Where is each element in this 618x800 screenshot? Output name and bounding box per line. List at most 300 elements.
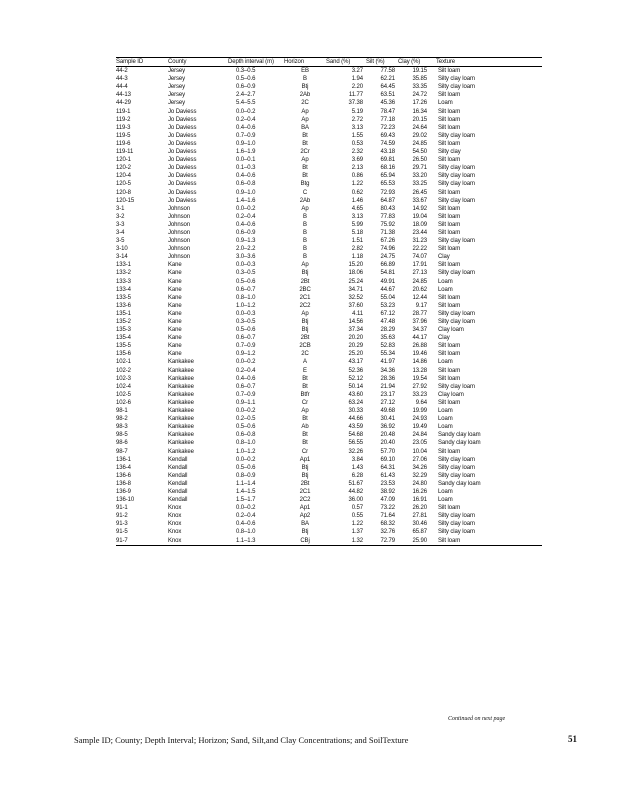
cell-depth: 0.6–0.8 bbox=[236, 432, 256, 439]
table-row bbox=[116, 213, 542, 221]
cell-silt: 74.59 bbox=[380, 140, 395, 147]
cell-sample-id: 91-1 bbox=[116, 505, 128, 512]
cell-texture: Silty clay loam bbox=[438, 132, 475, 139]
cell-county: Kane bbox=[168, 343, 182, 350]
cell-texture: Loam bbox=[438, 424, 453, 431]
table-row bbox=[116, 423, 542, 431]
cell-texture: Silty clay loam bbox=[438, 165, 475, 172]
table-row bbox=[116, 67, 542, 76]
cell-county: Jo Daviess bbox=[168, 140, 197, 147]
cell-clay: 25.90 bbox=[412, 537, 427, 544]
cell-horizon: Btj bbox=[301, 84, 309, 91]
cell-sample-id: 120-1 bbox=[116, 157, 131, 164]
cell-sand: 20.29 bbox=[348, 343, 363, 350]
cell-horizon: BA bbox=[301, 124, 309, 131]
cell-county: Kane bbox=[168, 319, 182, 325]
cell-sand: 1.46 bbox=[351, 197, 363, 204]
cell-sample-id: 3-3 bbox=[116, 221, 125, 228]
cell-texture: Silt loam bbox=[438, 262, 461, 269]
cell-texture: Sandy clay loam bbox=[438, 432, 481, 439]
cell-sample-id: 120-2 bbox=[116, 165, 131, 172]
header-texture: Texture bbox=[436, 59, 455, 65]
cell-sand: 4.11 bbox=[352, 310, 363, 317]
cell-horizon: Btj bbox=[301, 472, 309, 479]
cell-sample-id: 135-1 bbox=[116, 310, 131, 317]
cell-silt: 77.18 bbox=[380, 116, 395, 123]
cell-county: Kane bbox=[168, 262, 182, 269]
cell-horizon: Bt bbox=[302, 383, 308, 390]
cell-county: Kane bbox=[168, 286, 182, 293]
cell-depth: 1.4–1.5 bbox=[236, 488, 256, 495]
cell-silt: 77.83 bbox=[380, 213, 395, 220]
cell-texture: Silty clay loam bbox=[438, 513, 475, 520]
cell-county: Kankakee bbox=[168, 359, 194, 366]
cell-clay: 27.13 bbox=[412, 270, 427, 277]
cell-silt: 72.93 bbox=[380, 189, 395, 196]
cell-depth: 0.7–0.9 bbox=[236, 391, 256, 398]
cell-clay: 31.23 bbox=[412, 238, 427, 245]
cell-horizon: B bbox=[303, 254, 307, 261]
cell-sand: 36.00 bbox=[348, 497, 363, 504]
cell-texture: Silt loam bbox=[438, 302, 461, 309]
page-number: 51 bbox=[568, 734, 577, 744]
cell-sample-id: 135-5 bbox=[116, 343, 131, 350]
cell-county: Kane bbox=[168, 335, 182, 342]
cell-county: Jo Daviess bbox=[168, 173, 197, 180]
cell-sand: 0.86 bbox=[351, 173, 363, 180]
cell-clay: 26.50 bbox=[412, 157, 427, 164]
cell-texture: Silty clay loam bbox=[438, 310, 475, 317]
cell-clay: 27.81 bbox=[412, 513, 427, 520]
cell-sample-id: 133-3 bbox=[116, 278, 131, 285]
cell-sample-id: 102-4 bbox=[116, 383, 131, 390]
cell-texture: Silty clay loam bbox=[438, 238, 475, 245]
cell-depth: 0.0–0.2 bbox=[236, 205, 256, 212]
cell-sand: 30.33 bbox=[348, 408, 363, 415]
cell-horizon: Bt bbox=[302, 416, 308, 423]
cell-texture: Silt loam bbox=[438, 294, 461, 301]
header-clay: Clay (%) bbox=[398, 59, 421, 65]
cell-texture: Loam bbox=[438, 100, 453, 107]
cell-clay: 33.67 bbox=[412, 197, 427, 204]
table-row bbox=[116, 480, 542, 488]
table-row bbox=[116, 278, 542, 286]
cell-sand: 63.24 bbox=[348, 399, 363, 406]
cell-depth: 0.3–0.5 bbox=[236, 270, 256, 277]
cell-clay: 28.77 bbox=[412, 310, 427, 317]
cell-silt: 65.94 bbox=[380, 173, 395, 180]
cell-horizon: Btfr bbox=[300, 391, 310, 398]
cell-silt: 65.53 bbox=[380, 181, 395, 188]
cell-horizon: Ap bbox=[301, 157, 309, 164]
cell-silt: 69.43 bbox=[380, 132, 395, 139]
cell-sand: 2.72 bbox=[351, 116, 363, 123]
header-sand: Sand (%) bbox=[326, 59, 351, 65]
cell-texture: Silty clay loam bbox=[438, 319, 475, 325]
table-row bbox=[116, 108, 542, 116]
cell-sand: 1.43 bbox=[351, 464, 363, 471]
cell-depth: 0.5–0.6 bbox=[236, 278, 256, 285]
cell-county: Johnson bbox=[168, 205, 190, 212]
cell-county: Johnson bbox=[168, 221, 190, 228]
cell-clay: 26.45 bbox=[412, 189, 427, 196]
table-row bbox=[116, 269, 542, 277]
cell-clay: 10.04 bbox=[412, 448, 427, 455]
cell-clay: 33.25 bbox=[412, 181, 427, 188]
cell-silt: 47.48 bbox=[380, 319, 395, 325]
cell-sample-id: 136-10 bbox=[116, 497, 135, 504]
cell-texture: Sandy clay loam bbox=[438, 440, 481, 447]
cell-sand: 2.13 bbox=[351, 165, 363, 172]
cell-clay: 22.22 bbox=[412, 246, 427, 253]
cell-sample-id: 119-6 bbox=[116, 140, 131, 147]
cell-county: Johnson bbox=[168, 213, 190, 220]
cell-texture: Silty clay loam bbox=[438, 270, 475, 277]
cell-horizon: Ap bbox=[301, 205, 309, 212]
cell-clay: 14.92 bbox=[412, 205, 427, 212]
cell-silt: 23.17 bbox=[380, 391, 395, 398]
header-depth: Depth interval (m) bbox=[228, 59, 274, 65]
cell-texture: Silt loam bbox=[438, 399, 461, 406]
cell-horizon: B bbox=[303, 246, 307, 253]
cell-sample-id: 3-5 bbox=[116, 238, 125, 245]
cell-horizon: A bbox=[303, 359, 307, 366]
cell-clay: 33.35 bbox=[412, 84, 427, 91]
cell-texture: Silt loam bbox=[438, 505, 461, 512]
cell-sample-id: 102-5 bbox=[116, 391, 131, 398]
cell-depth: 0.2–0.4 bbox=[236, 213, 256, 220]
cell-horizon: 2Bt bbox=[300, 335, 310, 342]
cell-depth: 0.6–0.7 bbox=[236, 286, 256, 293]
cell-county: Jersey bbox=[168, 100, 186, 107]
cell-depth: 0.2–0.4 bbox=[236, 116, 256, 123]
cell-clay: 17.26 bbox=[412, 100, 427, 107]
cell-horizon: E bbox=[303, 367, 307, 374]
cell-sand: 1.51 bbox=[351, 238, 363, 245]
cell-horizon: 2C bbox=[301, 100, 309, 107]
cell-county: Kankakee bbox=[168, 391, 194, 398]
cell-depth: 0.0–0.3 bbox=[236, 262, 256, 269]
cell-silt: 52.83 bbox=[380, 343, 395, 350]
cell-silt: 64.45 bbox=[380, 84, 395, 91]
cell-depth: 0.8–1.0 bbox=[236, 294, 256, 301]
cell-horizon: B bbox=[303, 221, 307, 228]
cell-sample-id: 120-5 bbox=[116, 181, 131, 188]
cell-horizon: Ap bbox=[301, 116, 309, 123]
cell-sample-id: 3-2 bbox=[116, 213, 125, 220]
cell-depth: 0.6–0.7 bbox=[236, 335, 256, 342]
cell-texture: Sandy clay loam bbox=[438, 480, 481, 487]
cell-clay: 44.17 bbox=[412, 335, 427, 342]
cell-clay: 19.54 bbox=[412, 375, 427, 382]
cell-horizon: Btj bbox=[301, 327, 309, 334]
cell-clay: 29.71 bbox=[412, 165, 427, 172]
cell-sample-id: 133-2 bbox=[116, 270, 131, 277]
table-body bbox=[116, 67, 542, 546]
cell-county: Kankakee bbox=[168, 440, 194, 447]
cell-clay: 24.64 bbox=[412, 124, 427, 131]
cell-silt: 80.43 bbox=[380, 205, 395, 212]
cell-silt: 49.91 bbox=[380, 278, 395, 285]
cell-clay: 16.34 bbox=[412, 108, 427, 115]
cell-depth: 0.6–0.9 bbox=[236, 84, 256, 91]
cell-texture: Silty clay loam bbox=[438, 173, 475, 180]
cell-texture: Clay bbox=[438, 254, 450, 261]
cell-depth: 0.5–0.6 bbox=[236, 464, 256, 471]
cell-texture: Silt loam bbox=[438, 92, 461, 99]
cell-horizon: Btj bbox=[301, 319, 309, 325]
table-row bbox=[116, 496, 542, 504]
cell-county: Kane bbox=[168, 270, 182, 277]
cell-clay: 33.23 bbox=[412, 391, 427, 398]
cell-depth: 0.4–0.6 bbox=[236, 375, 256, 382]
cell-sample-id: 119-3 bbox=[116, 124, 131, 131]
cell-county: Jersey bbox=[168, 84, 186, 91]
cell-county: Kankakee bbox=[168, 399, 194, 406]
table-row bbox=[116, 294, 542, 302]
cell-silt: 38.92 bbox=[380, 488, 395, 495]
cell-sample-id: 3-1 bbox=[116, 205, 125, 212]
cell-silt: 68.32 bbox=[380, 521, 395, 528]
cell-sample-id: 119-2 bbox=[116, 116, 131, 123]
cell-sand: 0.53 bbox=[351, 140, 363, 147]
cell-sample-id: 91-2 bbox=[116, 513, 128, 520]
cell-texture: Loam bbox=[438, 416, 453, 423]
cell-sample-id: 91-5 bbox=[116, 529, 128, 536]
cell-county: Kankakee bbox=[168, 367, 194, 374]
cell-silt: 67.12 bbox=[380, 310, 395, 317]
cell-silt: 49.68 bbox=[380, 408, 395, 415]
cell-depth: 0.3–0.5 bbox=[236, 319, 256, 325]
cell-depth: 0.4–0.6 bbox=[236, 521, 256, 528]
cell-sand: 6.28 bbox=[351, 472, 363, 479]
cell-sand: 43.17 bbox=[348, 359, 363, 366]
cell-texture: Clay loam bbox=[438, 327, 464, 334]
cell-county: Knox bbox=[168, 537, 182, 544]
table-row bbox=[116, 399, 542, 407]
cell-clay: 19.99 bbox=[412, 408, 427, 415]
cell-county: Johnson bbox=[168, 246, 190, 253]
cell-sand: 37.38 bbox=[348, 100, 363, 107]
cell-silt: 77.58 bbox=[380, 68, 395, 75]
cell-clay: 35.85 bbox=[412, 76, 427, 83]
header-horizon: Horizon bbox=[284, 59, 304, 65]
cell-county: Jo Daviess bbox=[168, 197, 197, 204]
cell-clay: 9.64 bbox=[415, 399, 427, 406]
cell-sand: 2.20 bbox=[351, 84, 363, 91]
cell-sand: 52.36 bbox=[348, 367, 363, 374]
cell-silt: 45.36 bbox=[380, 100, 395, 107]
table-row bbox=[116, 302, 542, 310]
cell-horizon: Bt bbox=[302, 173, 308, 180]
cell-sample-id: 135-2 bbox=[116, 319, 131, 325]
cell-clay: 24.84 bbox=[412, 432, 427, 439]
cell-sand: 1.18 bbox=[351, 254, 363, 261]
cell-sample-id: 91-7 bbox=[116, 537, 128, 544]
cell-texture: Silty clay loam bbox=[438, 84, 475, 91]
cell-depth: 0.1–0.3 bbox=[236, 165, 256, 172]
cell-horizon: 2C1 bbox=[299, 488, 311, 495]
cell-texture: Silt loam bbox=[438, 124, 461, 131]
cell-sand: 3.69 bbox=[351, 157, 363, 164]
table-row bbox=[116, 156, 542, 164]
table-row bbox=[116, 99, 542, 107]
cell-texture: Silty clay loam bbox=[438, 472, 475, 479]
cell-sand: 2.32 bbox=[351, 149, 363, 156]
table-row bbox=[116, 367, 542, 375]
table-row bbox=[116, 334, 542, 342]
cell-silt: 69.81 bbox=[380, 157, 395, 164]
cell-sand: 1.32 bbox=[351, 537, 363, 544]
header-county: County bbox=[168, 59, 187, 65]
cell-county: Johnson bbox=[168, 254, 190, 261]
cell-texture: Silt loam bbox=[438, 221, 461, 228]
cell-sand: 32.26 bbox=[348, 448, 363, 455]
cell-depth: 0.8–1.0 bbox=[236, 440, 256, 447]
cell-clay: 17.91 bbox=[412, 262, 427, 269]
cell-clay: 9.17 bbox=[415, 302, 427, 309]
cell-sand: 3.13 bbox=[351, 124, 363, 131]
cell-silt: 20.40 bbox=[380, 440, 395, 447]
cell-texture: Silt loam bbox=[438, 229, 461, 236]
cell-sand: 11.77 bbox=[348, 92, 363, 99]
cell-depth: 2.0–2.2 bbox=[236, 246, 256, 253]
cell-sample-id: 3-4 bbox=[116, 229, 125, 236]
table-row bbox=[116, 286, 542, 294]
cell-county: Kane bbox=[168, 294, 182, 301]
cell-sample-id: 98-6 bbox=[116, 440, 128, 447]
table-row bbox=[116, 472, 542, 480]
page-caption: Sample ID; County; Depth Interval; Horizon; Sand, Silt,and Clay Concentrations; and SoilTexture bbox=[74, 735, 409, 745]
cell-sample-id: 119-11 bbox=[116, 149, 134, 156]
cell-depth: 0.9–1.1 bbox=[236, 399, 256, 406]
cell-sand: 37.34 bbox=[348, 327, 363, 334]
cell-texture: Silt loam bbox=[438, 448, 461, 455]
cell-clay: 24.72 bbox=[412, 92, 427, 99]
cell-sand: 15.20 bbox=[348, 262, 363, 269]
cell-texture: Silt loam bbox=[438, 189, 461, 196]
cell-silt: 28.36 bbox=[380, 375, 395, 382]
table-row bbox=[116, 172, 542, 180]
cell-depth: 2.4–2.7 bbox=[236, 92, 256, 99]
table-row bbox=[116, 140, 542, 148]
cell-silt: 72.79 bbox=[380, 537, 395, 544]
cell-silt: 23.53 bbox=[380, 480, 395, 487]
cell-silt: 71.38 bbox=[380, 229, 395, 236]
cell-texture: Silt loam bbox=[438, 375, 461, 382]
cell-sand: 25.24 bbox=[348, 278, 363, 285]
cell-sand: 1.22 bbox=[351, 521, 363, 528]
cell-depth: 0.6–0.9 bbox=[236, 229, 256, 236]
cell-depth: 0.4–0.6 bbox=[236, 124, 256, 131]
cell-county: Kane bbox=[168, 351, 182, 358]
cell-clay: 33.20 bbox=[412, 173, 427, 180]
cell-texture: Silt loam bbox=[438, 246, 461, 253]
cell-county: Johnson bbox=[168, 238, 190, 245]
table-row bbox=[116, 318, 542, 326]
cell-horizon: 2Ab bbox=[299, 92, 311, 99]
cell-clay: 20.62 bbox=[412, 286, 427, 293]
cell-clay: 29.02 bbox=[412, 132, 427, 139]
cell-county: Kankakee bbox=[168, 448, 194, 455]
cell-depth: 0.2–0.4 bbox=[236, 367, 256, 374]
cell-sample-id: 98-2 bbox=[116, 416, 128, 423]
cell-sample-id: 98-1 bbox=[116, 408, 128, 415]
table-row bbox=[116, 358, 542, 366]
cell-sand: 51.67 bbox=[348, 480, 363, 487]
cell-silt: 34.36 bbox=[380, 367, 395, 374]
cell-sample-id: 135-4 bbox=[116, 335, 131, 342]
cell-sample-id: 102-3 bbox=[116, 375, 131, 382]
table-row bbox=[116, 383, 542, 391]
cell-depth: 0.0–0.2 bbox=[236, 505, 256, 512]
cell-horizon: BA bbox=[301, 521, 309, 528]
table-row bbox=[116, 116, 542, 124]
cell-clay: 14.86 bbox=[412, 359, 427, 366]
cell-depth: 0.7–0.9 bbox=[236, 343, 256, 350]
cell-county: Johnson bbox=[168, 229, 190, 236]
cell-texture: Clay loam bbox=[438, 391, 464, 398]
table-row bbox=[116, 164, 542, 172]
cell-sample-id: 44-2 bbox=[116, 68, 128, 75]
cell-horizon: B bbox=[303, 238, 307, 245]
cell-silt: 67.26 bbox=[380, 238, 395, 245]
cell-county: Kane bbox=[168, 310, 182, 317]
cell-county: Kankakee bbox=[168, 432, 194, 439]
cell-texture: Loam bbox=[438, 278, 453, 285]
cell-texture: Silty clay loam bbox=[438, 197, 475, 204]
cell-silt: 74.96 bbox=[380, 246, 395, 253]
cell-horizon: 2Cr bbox=[300, 149, 310, 156]
cell-texture: Silty clay loam bbox=[438, 464, 475, 471]
cell-texture: Silt loam bbox=[438, 108, 461, 115]
cell-county: Kankakee bbox=[168, 408, 194, 415]
cell-sand: 5.18 bbox=[351, 229, 363, 236]
cell-sample-id: 119-1 bbox=[116, 108, 131, 115]
table-row bbox=[116, 375, 542, 383]
cell-sample-id: 3-10 bbox=[116, 246, 128, 253]
table-header-row bbox=[116, 58, 542, 67]
table-row bbox=[116, 75, 542, 83]
cell-silt: 75.92 bbox=[380, 221, 395, 228]
table-row bbox=[116, 83, 542, 91]
cell-clay: 30.46 bbox=[412, 521, 427, 528]
header-sample-id: Sample ID bbox=[116, 59, 144, 65]
cell-silt: 73.22 bbox=[380, 505, 395, 512]
cell-depth: 1.1–1.3 bbox=[236, 537, 256, 544]
cell-silt: 35.63 bbox=[380, 335, 395, 342]
cell-horizon: Ap1 bbox=[299, 505, 311, 512]
cell-sand: 0.55 bbox=[351, 513, 363, 520]
cell-horizon: 2Ab bbox=[299, 197, 311, 204]
cell-county: Kankakee bbox=[168, 375, 194, 382]
cell-silt: 55.04 bbox=[380, 294, 395, 301]
cell-clay: 13.28 bbox=[412, 367, 427, 374]
cell-clay: 34.26 bbox=[412, 464, 427, 471]
cell-clay: 54.50 bbox=[412, 149, 427, 156]
cell-sample-id: 135-6 bbox=[116, 351, 131, 358]
cell-texture: Loam bbox=[438, 488, 453, 495]
cell-depth: 0.0–0.2 bbox=[236, 108, 256, 115]
cell-texture: Silty clay loam bbox=[438, 529, 475, 536]
cell-county: Kendall bbox=[168, 497, 188, 504]
cell-sample-id: 98-7 bbox=[116, 448, 128, 455]
cell-clay: 27.06 bbox=[412, 456, 427, 463]
cell-horizon: 2Bt bbox=[300, 480, 310, 487]
cell-horizon: Cr bbox=[301, 448, 309, 455]
cell-county: Knox bbox=[168, 505, 182, 512]
cell-texture: Silt loam bbox=[438, 116, 461, 123]
